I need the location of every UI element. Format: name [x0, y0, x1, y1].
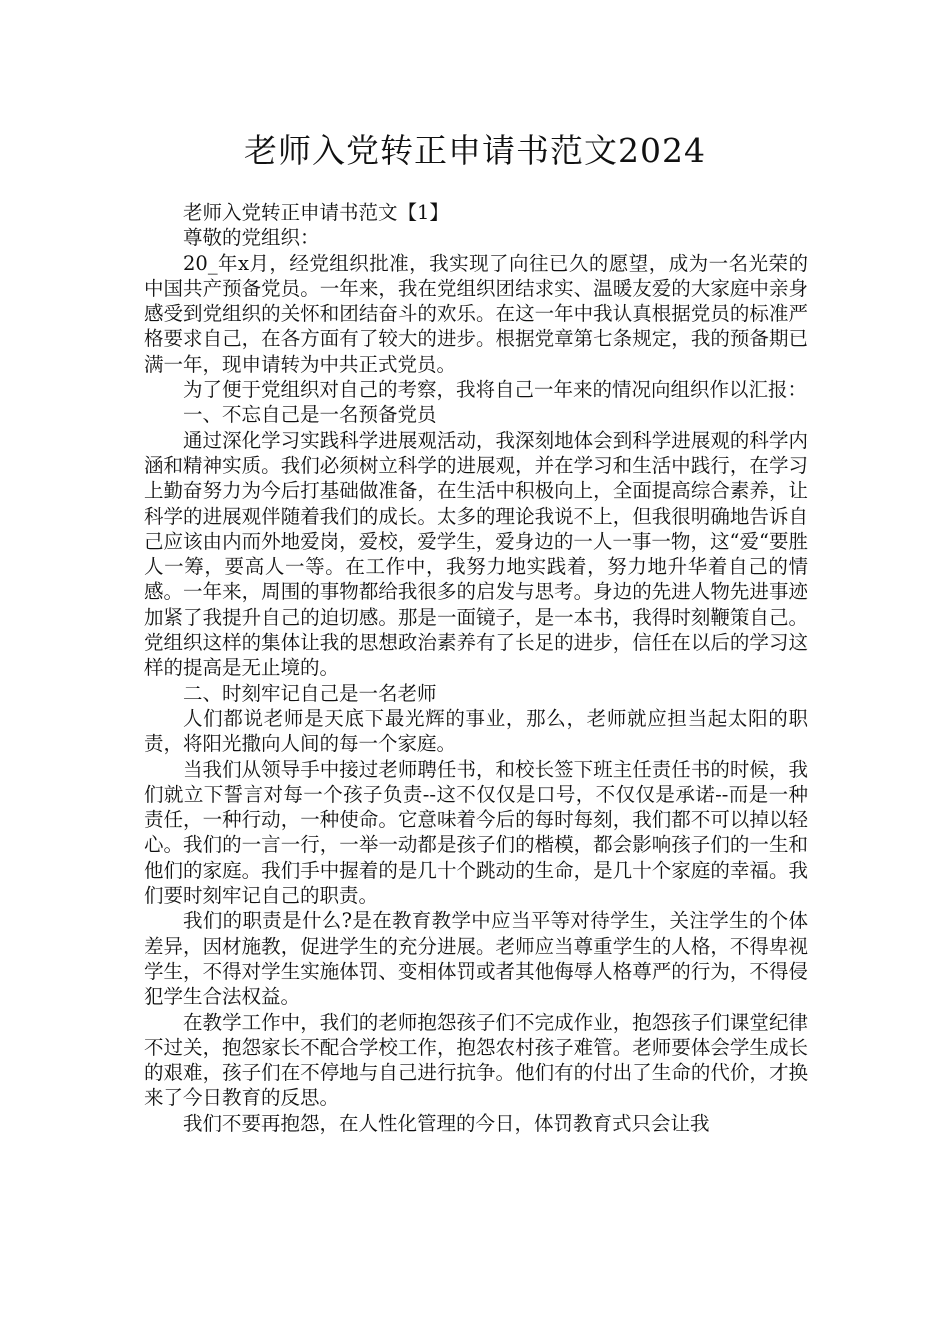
salutation-paragraph: 尊敬的党组织： — [183, 226, 320, 250]
body-paragraph: 当我们从领导手中接过老师聘任书，和校长签下班主任责任书的时候，我们就立下誓言对每一个孩子负责--这不仅仅是口号，不仅仅是承诺--而是一种责任，一种行动，一种使命。它意味着今后的每时每刻，我们都不可以掉以轻心。我们的一言一行，一举一动都是孩子们的楷模，都会影响孩子们的一生和他们的家庭。我们手中握着的是几十个跳动的生命，是几十个家庭的幸福。我们要时刻牢记自己的职责。 — [144, 757, 808, 908]
document-title: 老师入党转正申请书范文2024 — [244, 131, 706, 170]
body-paragraph: 20_年x月，经党组织批准，我实现了向往已久的愿望，成为一名光荣的中国共产预备党员。一年来，我在党组织团结求实、温暖友爱的大家庭中亲身感受到党组织的关怀和团结奋斗的欢乐。在这一年中我认真根据党员的标准严格要求自己，在各方面有了较大的进步。根据党章第七条规定，我的预备期已满一年，现申请转为中共正式党员。 — [144, 251, 808, 376]
body-paragraph: 我们不要再抱怨，在人性化管理的今日，体罚教育式只会让我 — [183, 1111, 710, 1135]
body-paragraph: 在教学工作中，我们的老师抱怨孩子们不完成作业，抱怨孩子们课堂纪律不过关，抱怨家长不配合学校工作，抱怨农村孩子难管。老师要体会学生成长的艰难，孩子们在不停地与自己进行抗争。他们有的付出了生命的代价，才换来了今日教育的反思。 — [144, 1010, 808, 1110]
section-heading: 二、时刻牢记自己是一名老师 — [183, 681, 437, 705]
subtitle-paragraph: 老师入党转正申请书范文【1】 — [183, 201, 449, 224]
document-body — [144, 200, 808, 1136]
body-paragraph: 人们都说老师是天底下最光辉的事业，那么，老师就应担当起太阳的职责，将阳光撒向人间的每一个家庭。 — [144, 706, 808, 756]
body-paragraph: 通过深化学习实践科学进展观活动，我深刻地体会到科学进展观的科学内涵和精神实质。我们必须树立科学的进展观，并在学习和生活中践行，在学习上勤奋努力为今后打基础做准备，在生活中积极向上，全面提高综合素养，让科学的进展观伴随着我们的成长。太多的理论我说不上，但我很明确地告诉自己应该由内而外地爱岗，爱校，爱学生，爱身边的一人一事一物，这“爱“要胜人一筹，要高人一等。在工作中，我努力地实践着，努力地升华着自己的情感。一年来，周围的事物都给我很多的启发与思考。身边的先进人物先进事迹加紧了我提升自己的迫切感。那是一面镜子，是一本书，我得时刻鞭策自己。党组织这样的集体让我的思想政治素养有了长足的进步，信任在以后的学习这样的提高是无止境的。 — [144, 428, 808, 680]
body-paragraph: 我们的职责是什么?是在教育教学中应当平等对待学生，关注学生的个体差异，因材施教，促进学生的充分进展。老师应当尊重学生的人格，不得卑视学生，不得对学生实施体罚、变相体罚或者其他侮辱人格尊严的行为，不得侵犯学生合法权益。 — [144, 909, 808, 1009]
section-heading: 一、不忘自己是一名预备党员 — [183, 403, 437, 427]
body-paragraph: 为了便于党组织对自己的考察，我将自己一年来的情况向组织作以汇报： — [183, 378, 808, 402]
